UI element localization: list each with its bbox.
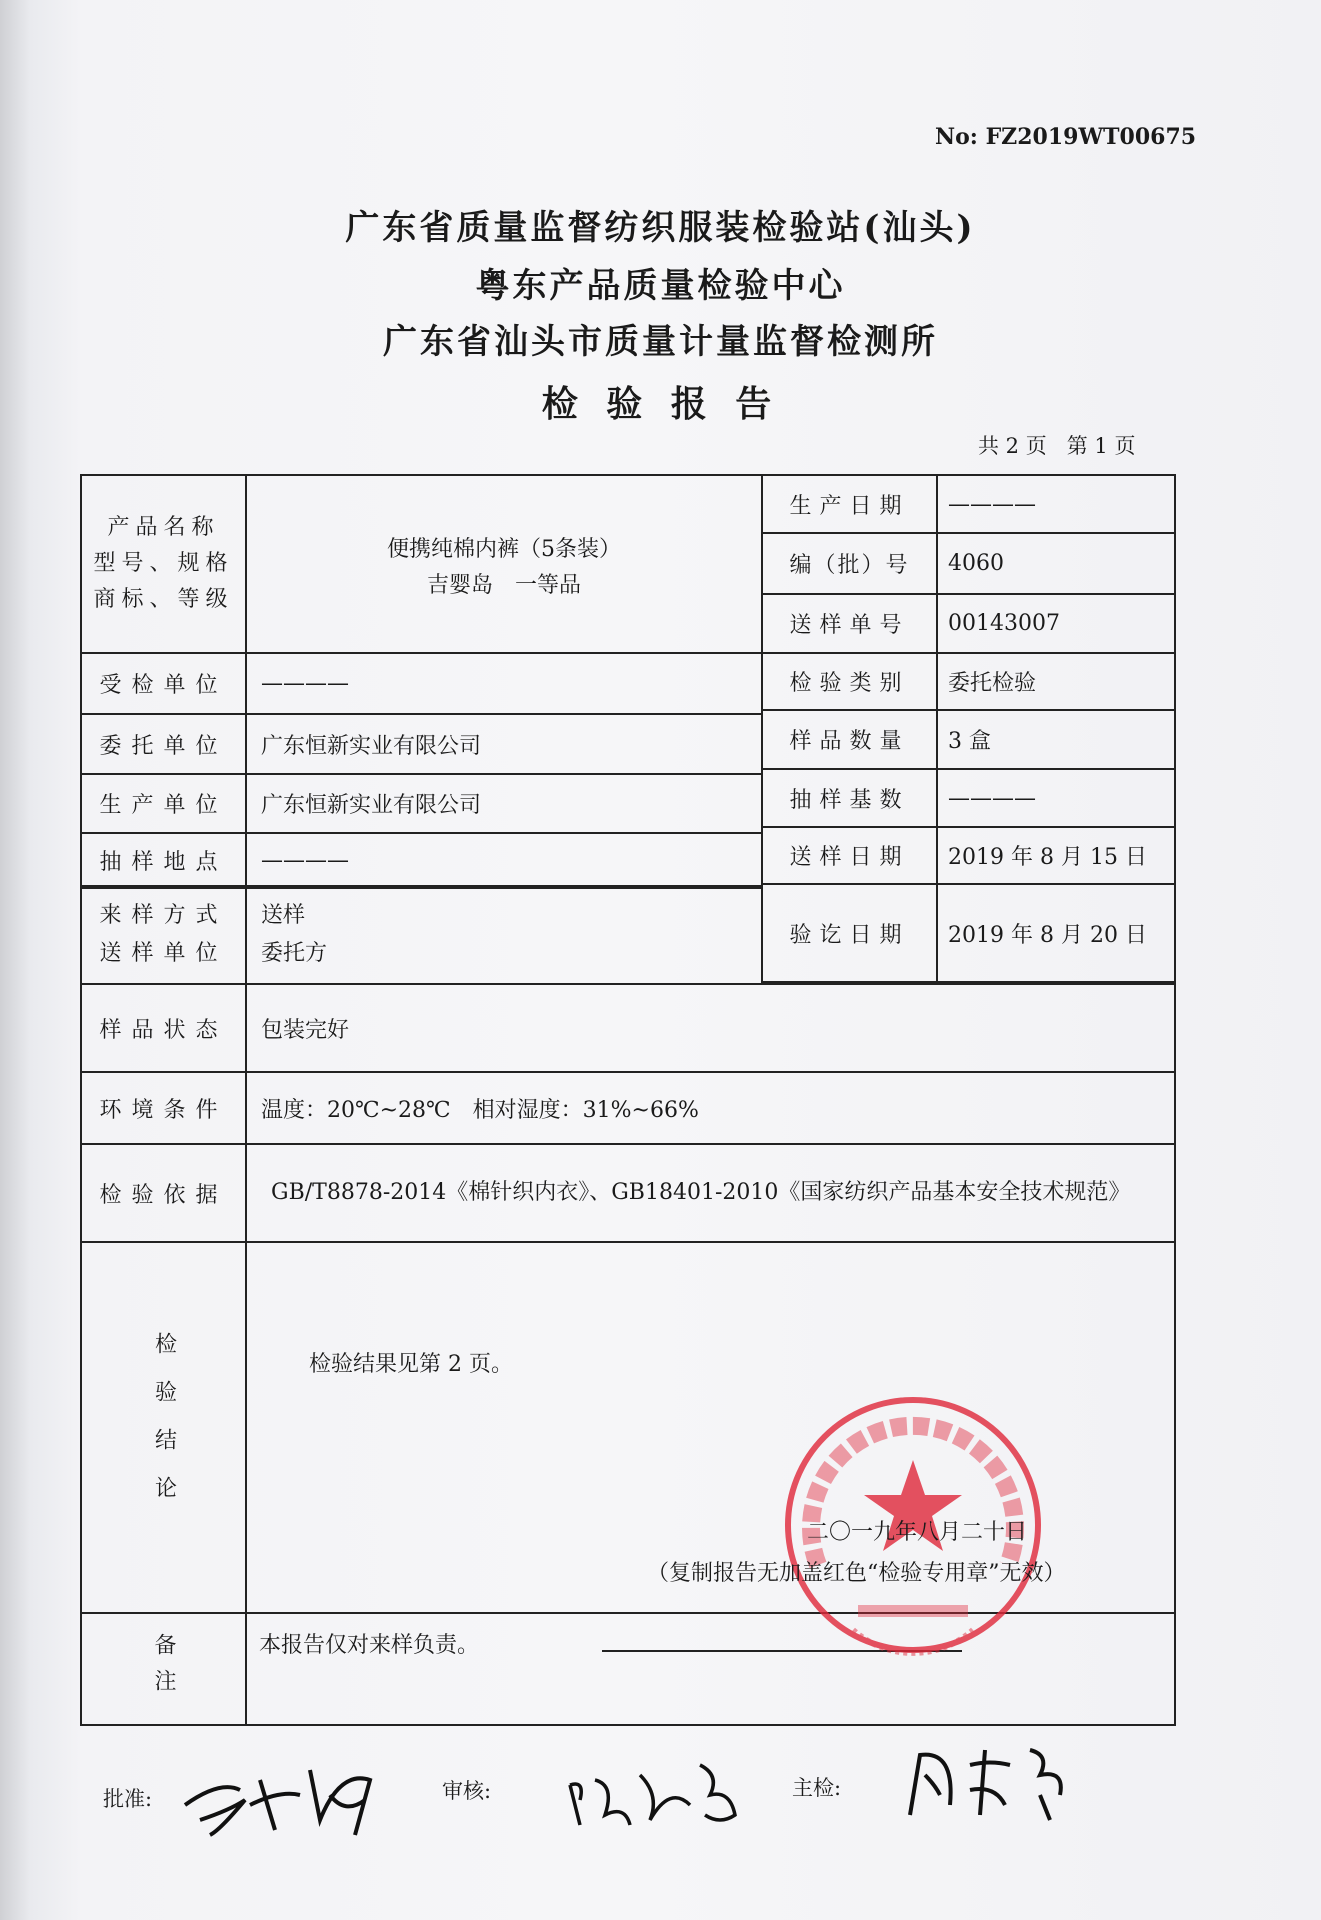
remarks-label <box>80 1612 247 1726</box>
sample-sender-text: 委托方 <box>261 941 328 966</box>
conclusion-date: 二〇一九年八月二十日 <box>807 1520 1028 1545</box>
title-line-2: 粤东产品质量检验中心 <box>475 266 846 306</box>
inspector-signature <box>900 1735 1080 1825</box>
field-value: 4060 <box>936 532 1176 595</box>
conclusion-label <box>80 1241 247 1614</box>
field-value: 广东恒新实业有限公司 <box>245 773 763 834</box>
field-label: 抽样基数 <box>761 768 938 828</box>
field-label: 验讫日期 <box>761 883 938 983</box>
report-number: No: FZ2019WT00675 <box>935 124 1197 150</box>
field-label: 生产单位 <box>80 773 247 834</box>
field-value: 2019 年 8 月 20 日 <box>936 883 1176 983</box>
copy-validity-note: （复制报告无加盖红色“检验专用章”无效） <box>647 1561 1066 1586</box>
field-value: ———— <box>936 474 1176 534</box>
field-label: 送样日期 <box>761 826 938 885</box>
field-value: 00143007 <box>936 593 1176 654</box>
sample-state-value: 包装完好 <box>245 983 1176 1073</box>
field-value: 委托检验 <box>936 652 1176 711</box>
basis-label: 检验依据 <box>80 1143 247 1243</box>
remarks-label-text: 备注 <box>151 1633 176 1705</box>
product-label-line: 商标、等级 <box>93 587 234 612</box>
remarks-text: 本报告仅对来样负责。 <box>259 1633 480 1658</box>
conclusion-label-text: 检验结论 <box>151 1331 177 1524</box>
sample-method-label <box>80 885 247 985</box>
inspector-label: 主检: <box>792 1776 842 1800</box>
field-label: 委托单位 <box>80 713 247 775</box>
field-value: ———— <box>245 832 763 889</box>
sample-method-text: 送样 <box>261 903 306 928</box>
field-label: 受检单位 <box>80 652 247 715</box>
approve-label: 批准: <box>103 1787 153 1811</box>
report-title: 检 验 报 告 <box>541 383 780 425</box>
field-label: 样品数量 <box>761 709 938 770</box>
environment-value: 温度：20℃~28℃ 相对湿度：31%~66% <box>245 1071 1176 1145</box>
review-label: 审核: <box>442 1779 492 1803</box>
page-count: 共 2 页 第 1 页 <box>978 434 1136 458</box>
product-label <box>80 474 247 654</box>
sample-state-label: 样品状态 <box>80 983 247 1073</box>
product-label-line: 产品名称 <box>107 515 220 540</box>
sample-method-value <box>245 885 763 985</box>
product-label-line: 型号、规格 <box>93 551 234 576</box>
field-label: 生产日期 <box>761 474 938 534</box>
sample-method-label-line: 来样方式 <box>99 903 228 928</box>
reviewer-signature <box>560 1745 760 1835</box>
sample-sender-label-line: 送样单位 <box>99 941 228 966</box>
title-line-3: 广东省汕头市质量计量监督检测所 <box>383 322 938 362</box>
field-value: 广东恒新实业有限公司 <box>245 713 763 775</box>
field-label: 检验类别 <box>761 652 938 711</box>
field-value: 2019 年 8 月 15 日 <box>936 826 1176 885</box>
field-label: 编（批）号 <box>761 532 938 595</box>
title-line-1: 广东省质量监督纺织服装检验站(汕头) <box>345 208 976 248</box>
field-value: ———— <box>245 652 763 715</box>
product-value <box>245 474 763 654</box>
field-value: ———— <box>936 768 1176 828</box>
product-brand-grade: 吉婴岛 一等品 <box>426 573 581 598</box>
basis-value: GB/T8878-2014《棉针织内衣》、GB18401-2010《国家纺织产品基本安全技术规范》 <box>245 1143 1176 1243</box>
field-label: 送样单号 <box>761 593 938 654</box>
conclusion-text: 检验结果见第 2 页。 <box>309 1352 513 1377</box>
field-value: 3 盒 <box>936 709 1176 770</box>
product-name: 便携纯棉内裤（5条装） <box>387 537 621 562</box>
environment-label: 环境条件 <box>80 1071 247 1145</box>
approver-signature <box>180 1750 390 1840</box>
field-label: 抽样地点 <box>80 832 247 889</box>
